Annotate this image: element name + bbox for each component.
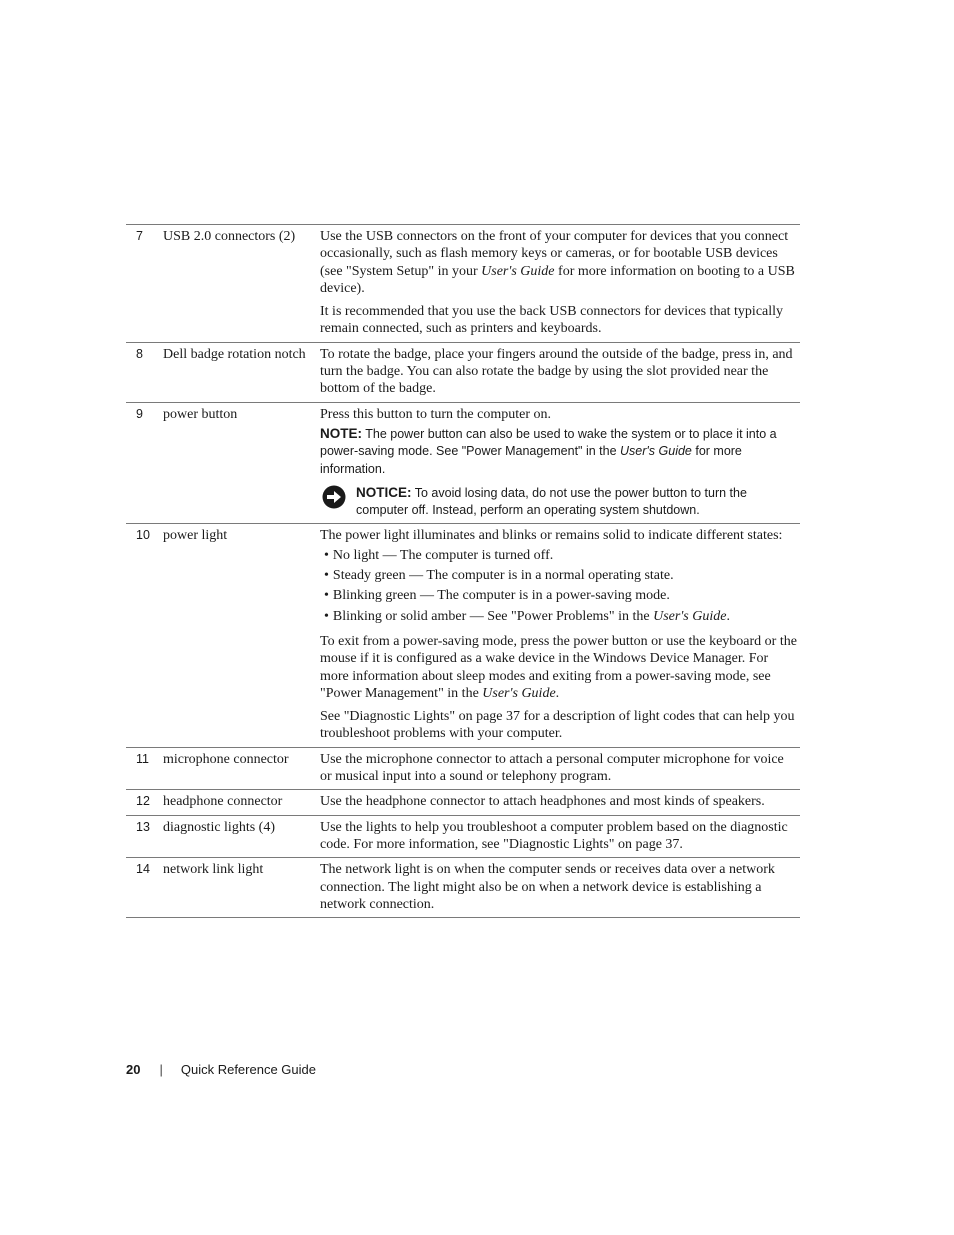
item-number: 12 — [126, 790, 163, 815]
description-paragraph: It is recommended that you use the back USB connectors for devices that typically remain connected, such as printers and keyboards. — [320, 304, 784, 337]
item-number: 14 — [126, 858, 163, 918]
item-number: 9 — [126, 402, 163, 524]
table-row — [126, 524, 800, 747]
description-paragraph: Press this button to turn the computer on. — [320, 406, 551, 422]
document-title: Quick Reference Guide — [180, 1062, 316, 1077]
item-description — [320, 815, 800, 858]
description-paragraph: Use the lights to help you troubleshoot a computer problem based on the diagnostic code. For more information, see "Diagnostic Lights" on page 37. — [320, 819, 788, 852]
table-row — [126, 342, 800, 402]
page-footer — [126, 1062, 316, 1077]
item-description — [320, 858, 800, 918]
bullet: • — [324, 568, 329, 584]
item-name: microphone connector — [163, 747, 320, 790]
footer-separator: | — [159, 1062, 163, 1077]
item-name: Dell badge rotation notch — [163, 342, 320, 402]
notice-text: NOTICE: To avoid losing data, do not use the power button to turn the computer off. Instead, perform an operating system shutdown. — [356, 484, 747, 518]
description-paragraph: The network light is on when the computer sends or receives data over a network connection. The light might also be on when a network device is establishing a network connection. — [320, 862, 775, 912]
item-number: 7 — [126, 225, 163, 343]
notice-arrow-icon — [322, 485, 346, 509]
description-paragraph: Use the headphone connector to attach headphones and most kinds of speakers. — [320, 794, 765, 810]
item-name: USB 2.0 connectors (2) — [163, 225, 320, 343]
bullet: • — [324, 588, 329, 604]
item-name: power light — [163, 524, 320, 747]
bullet: • — [324, 547, 329, 563]
item-name: power button — [163, 402, 320, 524]
notice-callout — [320, 484, 798, 520]
item-description — [320, 225, 800, 343]
power-state-list — [320, 547, 798, 625]
table-row — [126, 225, 800, 343]
page-number: 20 — [126, 1062, 141, 1077]
item-description — [320, 524, 800, 747]
bullet: • — [324, 608, 329, 624]
description-paragraph: See "Diagnostic Lights" on page 37 for a description of light codes that can help you troubleshoot problems with your computer. — [320, 709, 795, 742]
item-description — [320, 342, 800, 402]
table-row — [126, 815, 800, 858]
note-callout: NOTE: The power button can also be used to wake the system or to place it into a power-saving mode. See "Power Management" in the User's Guide for more information. — [320, 425, 777, 476]
description-paragraph: To exit from a power-saving mode, press the power button or use the keyboard or the mouse if it is configured as a wake device in the Windows Device Manager. For more information about sleep modes and exiting from a power-saving mode, see "Power Management" in the User's Guide. — [320, 633, 797, 701]
table-row — [126, 790, 800, 815]
description-paragraph: The power light illuminates and blinks or remains solid to indicate different states: — [320, 528, 783, 544]
item-description — [320, 790, 800, 815]
list-item: • Blinking green — The computer is in a power-saving mode. — [324, 588, 670, 604]
item-description — [320, 747, 800, 790]
table-row — [126, 402, 800, 524]
item-number: 10 — [126, 524, 163, 747]
list-item: • Steady green — The computer is in a normal operating state. — [324, 568, 674, 584]
list-item: • Blinking or solid amber — See "Power Problems" in the User's Guide. — [324, 608, 730, 624]
item-description — [320, 402, 800, 524]
description-paragraph: To rotate the badge, place your fingers around the outside of the badge, press in, and turn the badge. You can also rotate the badge by using the slot provided near the bottom of the badge. — [320, 346, 793, 397]
item-name: network link light — [163, 858, 320, 918]
table-row — [126, 858, 800, 918]
item-name: headphone connector — [163, 790, 320, 815]
notice-label: NOTICE: — [356, 484, 412, 500]
item-number: 13 — [126, 815, 163, 858]
note-label: NOTE: — [320, 425, 362, 441]
description-paragraph: Use the microphone connector to attach a personal computer microphone for voice or musical input into a sound or telephony program. — [320, 751, 784, 785]
table-row — [126, 747, 800, 790]
item-number: 11 — [126, 747, 163, 790]
description-paragraph: Use the USB connectors on the front of your computer for devices that you connect occasionally, such as flash memory keys or cameras, or for bootable USB devices (see "System Setup" in your User's Guide for more information on booting to a USB device). — [320, 229, 795, 296]
item-number: 8 — [126, 342, 163, 402]
item-name: diagnostic lights (4) — [163, 815, 320, 858]
component-table — [126, 224, 800, 918]
list-item: • No light — The computer is turned off. — [324, 547, 554, 563]
